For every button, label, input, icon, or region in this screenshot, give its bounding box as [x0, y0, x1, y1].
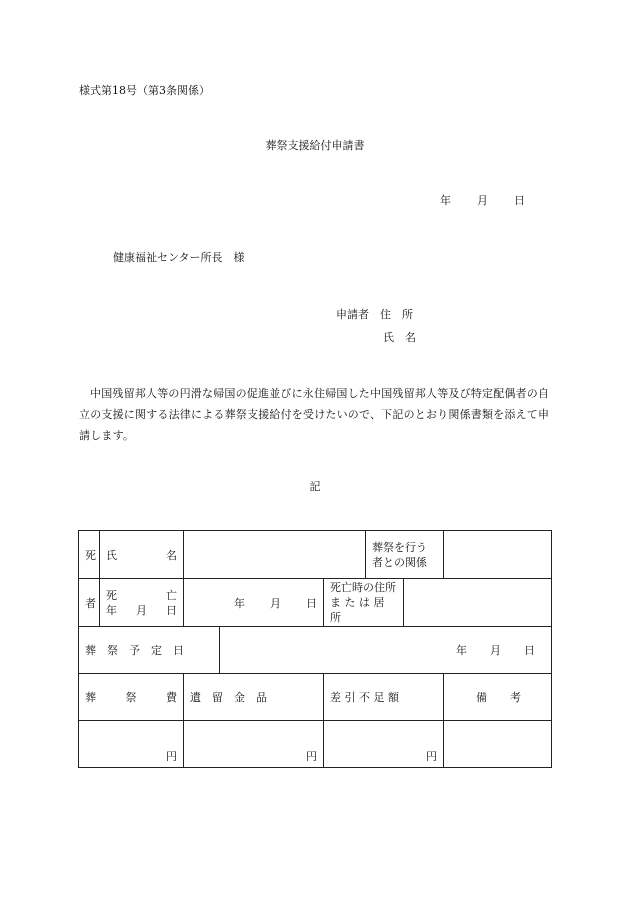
- death-date-field[interactable]: 年 月 日: [184, 579, 324, 627]
- application-date: [440, 192, 525, 208]
- yen-unit: 円: [166, 750, 177, 763]
- form-number: 様式第18号（第3条関係）: [79, 84, 210, 97]
- yen-unit: 円: [426, 750, 438, 763]
- applicant-address-label: 申請者 住 所: [336, 308, 413, 321]
- relation-field[interactable]: [444, 531, 552, 579]
- funeral-date-label: 葬 祭 予 定 日: [79, 627, 220, 674]
- remarks-field[interactable]: [444, 721, 552, 768]
- remaining-money-field[interactable]: [184, 721, 324, 768]
- relation-label: 葬祭を行う 者との関係: [366, 531, 444, 579]
- application-form-table: [78, 530, 552, 768]
- yen-unit: 円: [306, 750, 317, 763]
- funeral-cost-field[interactable]: [79, 721, 184, 768]
- page-title: 葬祭支援給付申請書: [265, 139, 365, 152]
- deficit-header: 差 引 不 足 額: [324, 674, 444, 721]
- addressee: 健康福祉センター所長 様: [113, 251, 245, 264]
- ki-heading: 記: [309, 480, 321, 493]
- day-label: 日: [514, 194, 525, 207]
- applicant-name-label: 氏 名: [383, 331, 416, 344]
- body-text: 中国残留邦人等の円滑な帰国の促進並びに永住帰国した中国残留邦人等及び特定配偶者の自立の支援に関する法律による葬祭支援給付を受けたいので、下記のとおり関係書類を添えて申請します。: [79, 387, 550, 442]
- deceased-label: 死: [79, 531, 100, 579]
- remarks-header: 備 考: [444, 674, 552, 721]
- name-label: 氏 名: [100, 531, 184, 579]
- address-label: 死亡時の住所 ま た は 居 所: [324, 579, 404, 627]
- funeral-date-field[interactable]: 年 月 日: [220, 627, 552, 674]
- year-label: 年: [440, 194, 451, 207]
- death-date-label: 死 亡 年 月 日: [100, 579, 184, 627]
- deficit-field[interactable]: [324, 721, 444, 768]
- address-field[interactable]: [404, 579, 552, 627]
- funeral-cost-header: 葬 祭 費: [79, 674, 184, 721]
- deceased-label-2: 者: [79, 579, 100, 627]
- remaining-money-header: 遺 留 金 品: [184, 674, 324, 721]
- month-label: 月: [477, 194, 488, 207]
- deceased-name-field[interactable]: [184, 531, 366, 579]
